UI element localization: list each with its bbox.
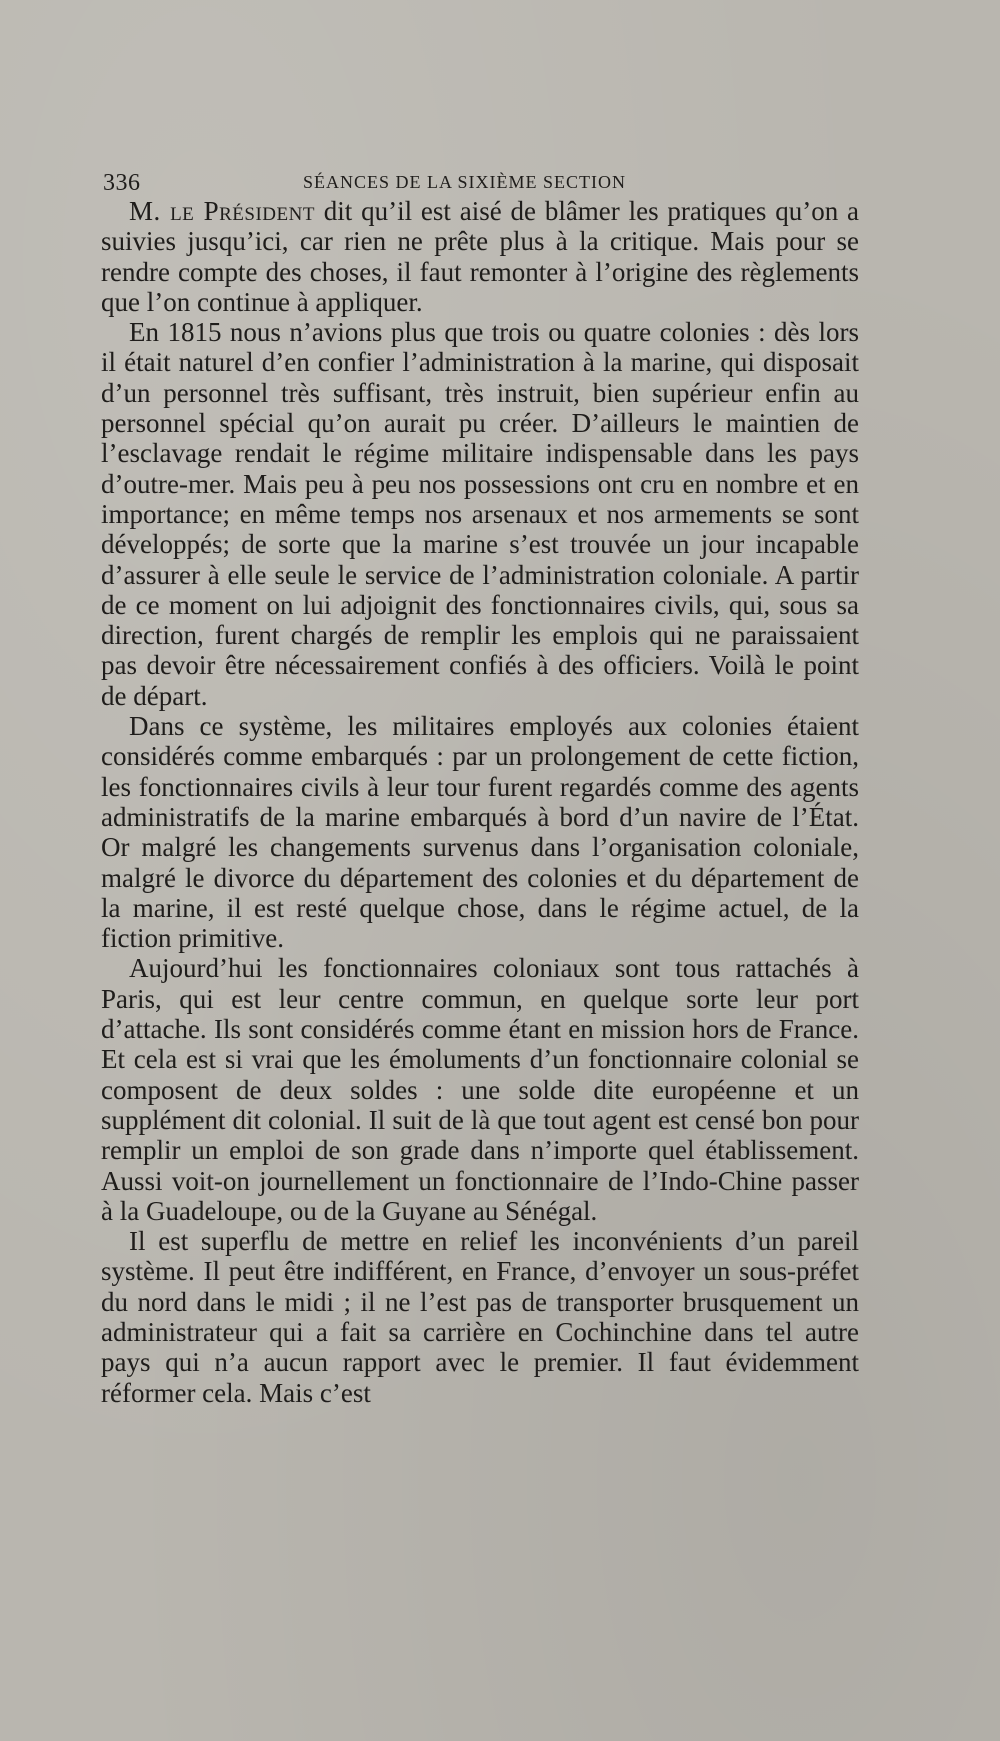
- paragraph: En 1815 nous n’avions plus que trois ou quatre colonies : dès lors il était naturel d’en confier l’administration à la marine, qui disposait d’un personnel très suffisant, très instruit, bien supérieur enfin au personnel spécial qu’on aurait pu créer. D’ailleurs le maintien de l’esclavage rendait le régime militaire indispensable dans les pays d’outre-mer. Mais peu à peu nos possessions ont cru en nombre et en importance; en même temps nos arsenaux et nos armements se sont développés; de sorte que la marine s’est trouvée un jour incapable d’assurer à elle seule le service de l’administration coloniale. A partir de ce moment on lui adjoignit des fonctionnaires civils, qui, sous sa direction, furent chargés de remplir les emplois qui ne paraissaient pas devoir être nécessairement confiés à des officiers. Voilà le point de départ.: [101, 317, 859, 711]
- page-number: 336: [103, 170, 141, 196]
- paragraph: [101, 196, 859, 317]
- speaker-name: M. le Président: [129, 196, 315, 226]
- paragraph-text: dit qu’il est aisé de blâmer les pratiques qu’on a suivies jusqu’ici, car rien ne prête plus à la critique. Mais pour se rendre compte des choses, il faut remonter à l’origine des règlements que l’on continue à appliquer.: [101, 196, 859, 317]
- paragraph: Il est superflu de mettre en relief les inconvénients d’un pareil système. Il peut être indifférent, en France, d’envoyer un sous-préfet du nord dans le midi ; il ne l’est pas de transporter brusquement un administrateur qui a fait sa carrière en Cochinchine dans tel autre pays qui n’a aucun rapport avec le premier. Il faut évidemment réformer cela. Mais c’est: [101, 1226, 859, 1408]
- paragraph: Dans ce système, les militaires employés aux colonies étaient considérés comme embarqués : par un prolongement de cette fiction, les fonctionnaires civils à leur tour furent regardés comme des agents administratifs de la marine embarqués à bord d’un navire de l’État. Or malgré les changements survenus dans l’organisation coloniale, malgré le divorce du département des colonies et du département de la marine, il est resté quelque chose, dans le régime actuel, de la fiction primitive.: [101, 711, 859, 954]
- paragraph: Aujourd’hui les fonctionnaires coloniaux sont tous rattachés à Paris, qui est leur centre commun, en quelque sorte leur port d’attache. Ils sont considérés comme étant en mission hors de France. Et cela est si vrai que les émoluments d’un fonctionnaire colonial se composent de deux soldes : une solde dite européenne et un supplément dit colonial. Il suit de là que tout agent est censé bon pour remplir un emploi de son grade dans n’importe quel établissement. Aussi voit-on journellement un fonctionnaire de l’Indo-Chine passer à la Guadeloupe, ou de la Guyane au Sénégal.: [101, 953, 859, 1226]
- body-text: [101, 196, 859, 1408]
- running-head: SÉANCES DE LA SIXIÈME SECTION: [303, 172, 627, 192]
- page-header: [103, 170, 860, 198]
